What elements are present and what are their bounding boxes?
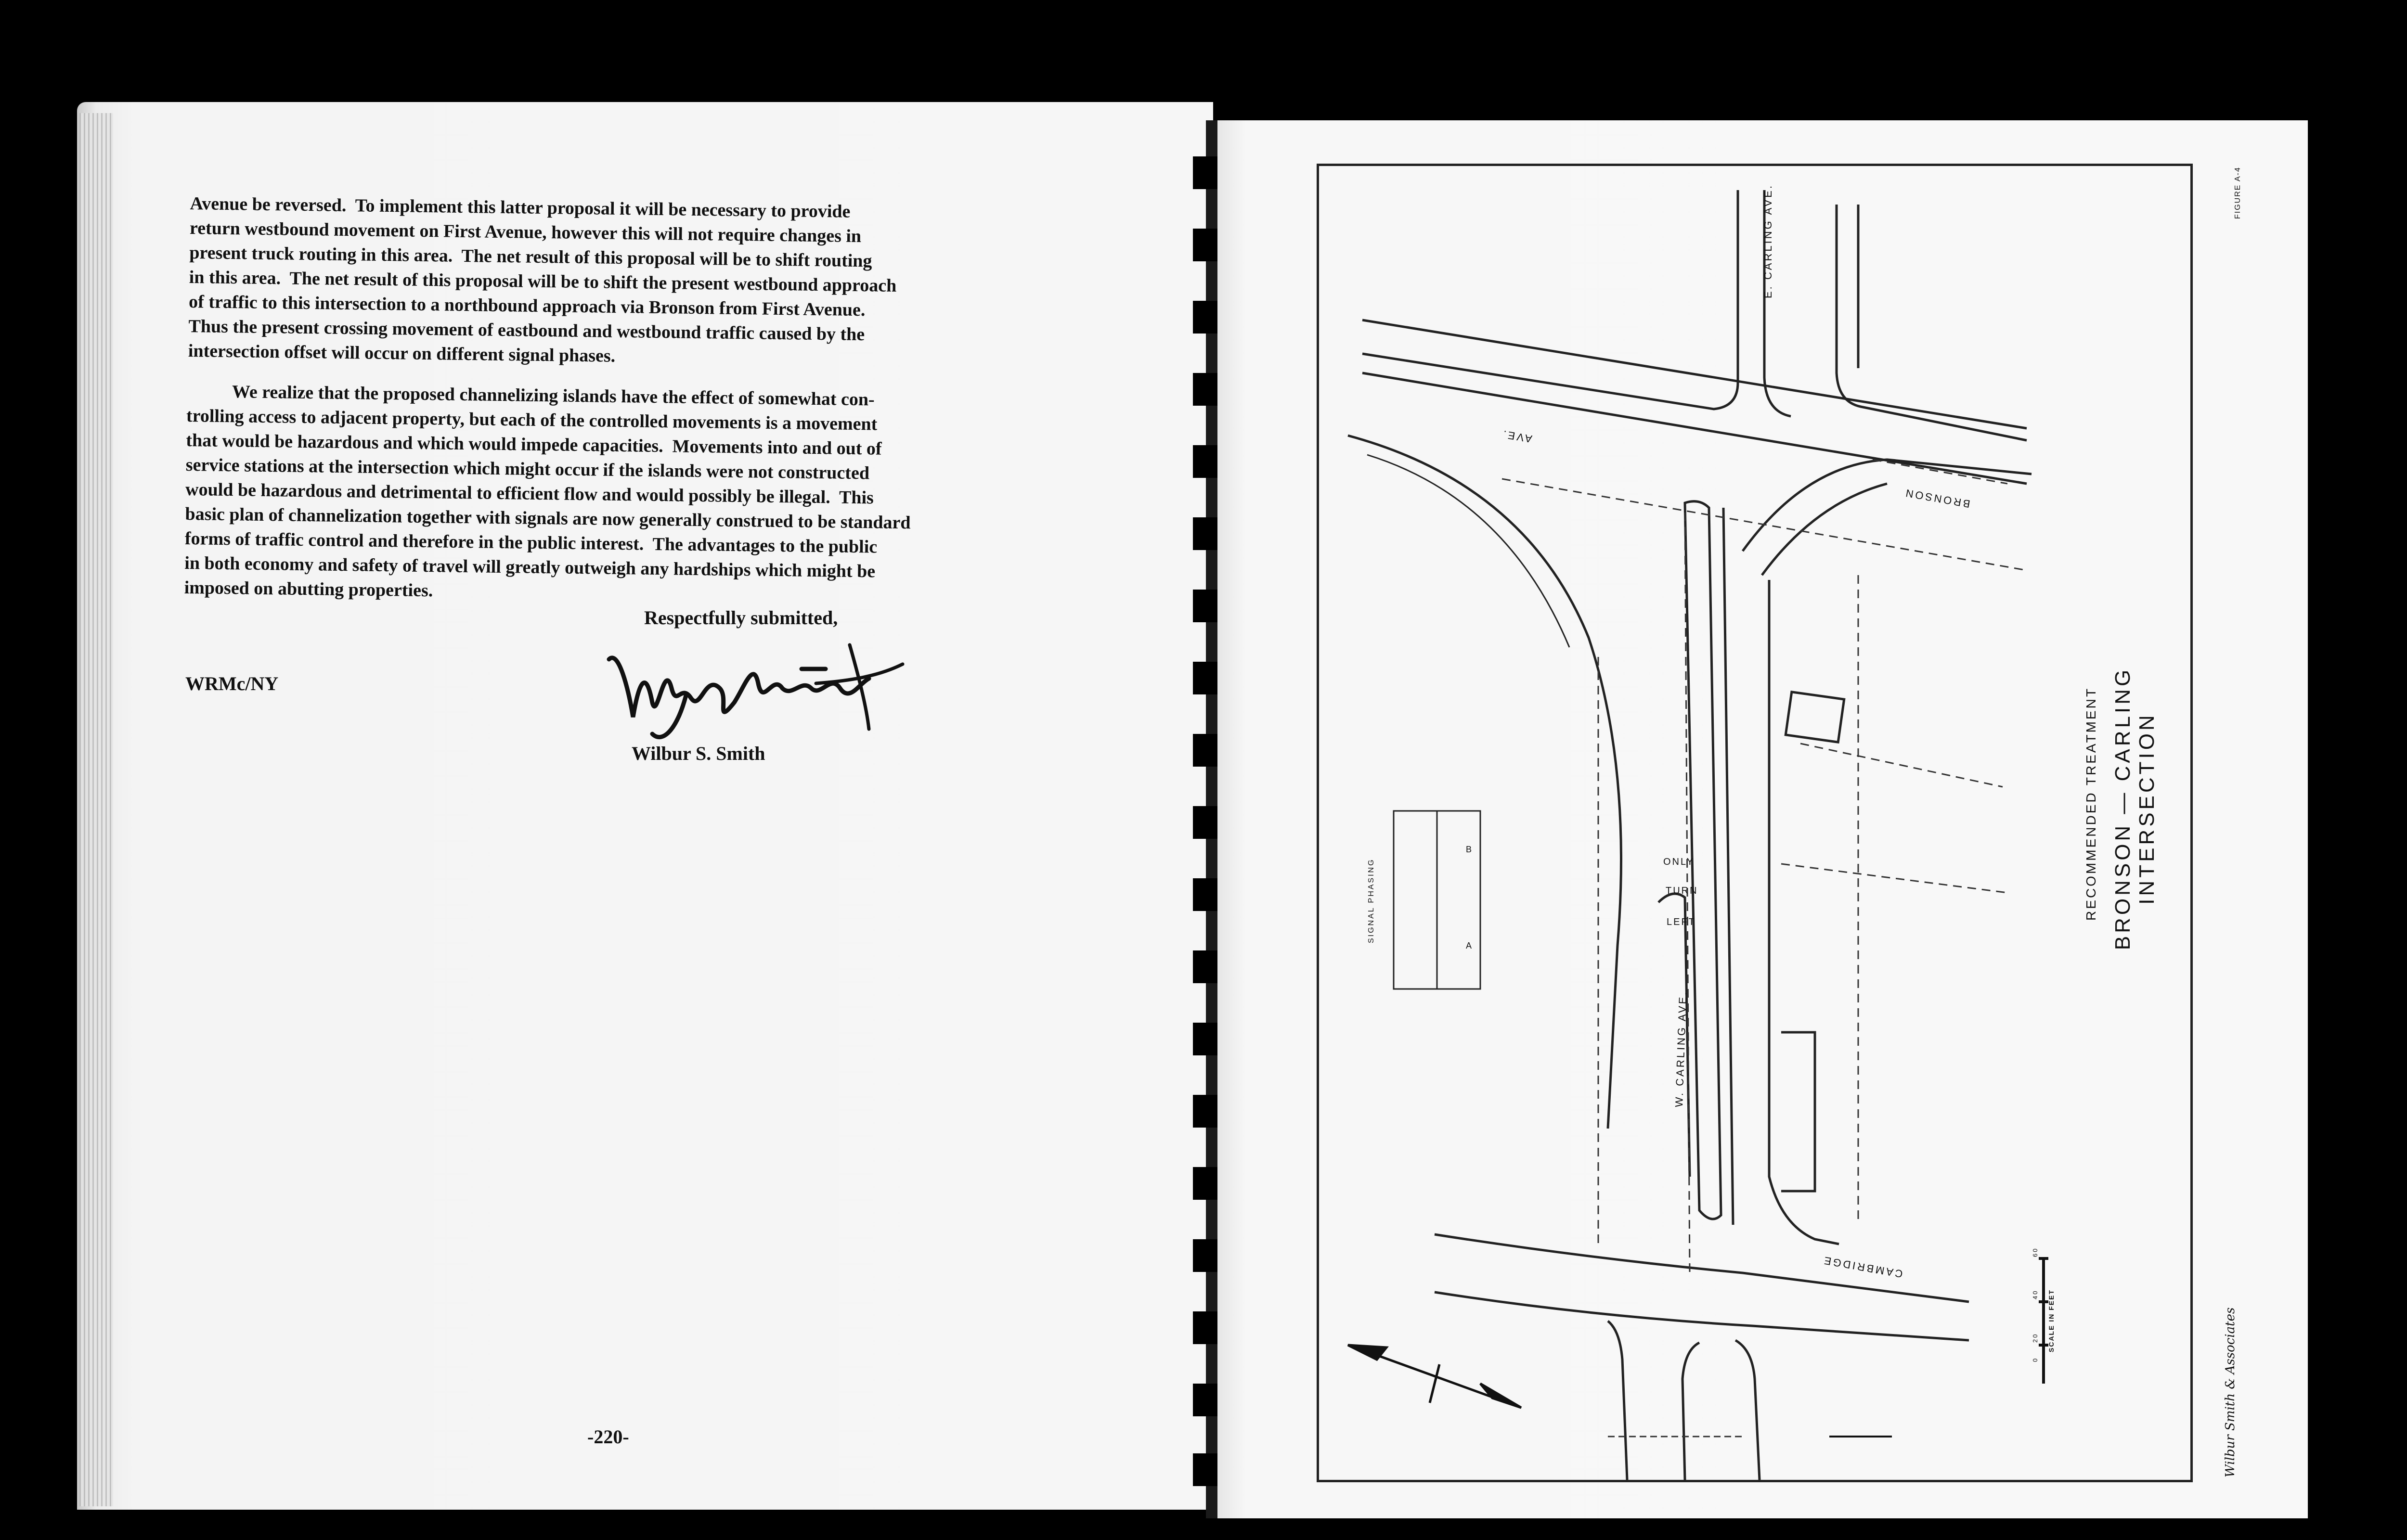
page-number: -220- — [587, 1426, 629, 1448]
lane-marking-word: TURN — [1666, 886, 1698, 896]
lane-marking-word: ONLY — [1663, 857, 1695, 867]
page-stack-edge — [79, 113, 113, 1506]
firm-signature: Wilbur Smith & Associates — [2223, 1307, 2238, 1477]
scale-tick: 60 — [2032, 1247, 2039, 1257]
street-label-ave: AVE. — [1500, 428, 1533, 445]
body-paragraph-1: Avenue be reversed. To implement this latter proposal it will be necessary to provide return westbound movement on First Avenue, however this will not require changes in present truck routing in this area. The net result of this proposal will be to shift routing in this area. The net result of this proposal will be to shift the present westbound approach of traffic to this intersection to a northbound approach via Bronson from First Avenue. Thus the present crossing movement of eastbound and westbound traffic caused by the intersection offset will occur on different signal phases. — [188, 193, 897, 366]
street-label-bronson: BRONSON — [1902, 487, 1971, 510]
street-label-w-carling: W. CARLING AVE. — [1673, 990, 1689, 1107]
phase-label-b: B — [1466, 845, 1474, 854]
street-label-cambridge: CAMBRIDGE — [1821, 1254, 1904, 1280]
typist-initials: WRMc/NY — [185, 673, 279, 694]
handwritten-signature — [599, 630, 907, 741]
phase-label-a: A — [1466, 941, 1474, 950]
body-paragraph-2: We realize that the proposed channelizing islands have the effect of somewhat con- trolling access to adjacent property, but each of the controlled movements is a movement that would be hazardous and which would impede capacities. Movements into and out of service stations at the intersection which might occur if the islands were not constructed would be hazardous and detrimental to efficient flow and would possibly be illegal. This basic plan of channelization together with signals are now generally construed to be standard forms of traffic control and therefore in the public interest. The advantages to the public in both economy and safety of travel will greatly outweigh any hardships which might be imposed on abutting properties. — [184, 381, 911, 601]
drawing-subtitle: RECOMMENDED TREATMENT — [2083, 687, 2098, 921]
signal-phasing-label: SIGNAL PHASING — [1367, 858, 1375, 943]
scale-tick: 40 — [2032, 1289, 2039, 1299]
intersection-plan-drawing — [1319, 166, 2190, 1480]
scale-tick: 0 — [2032, 1357, 2039, 1362]
street-label-e-carling: E. CARLING AVE. — [1762, 183, 1774, 298]
figure-number: FIGURE A-4 — [2234, 167, 2242, 219]
drawing-title: BRONSON — CARLING INTERSECTION — [2111, 667, 2159, 950]
signer-name: Wilbur S. Smith — [632, 743, 765, 764]
closing-line: Respectfully submitted, — [644, 607, 838, 629]
lane-marking-word: LEFT — [1667, 917, 1696, 927]
scale-tick: 20 — [2032, 1333, 2039, 1343]
scale-label: SCALE IN FEET — [2047, 1289, 2055, 1352]
